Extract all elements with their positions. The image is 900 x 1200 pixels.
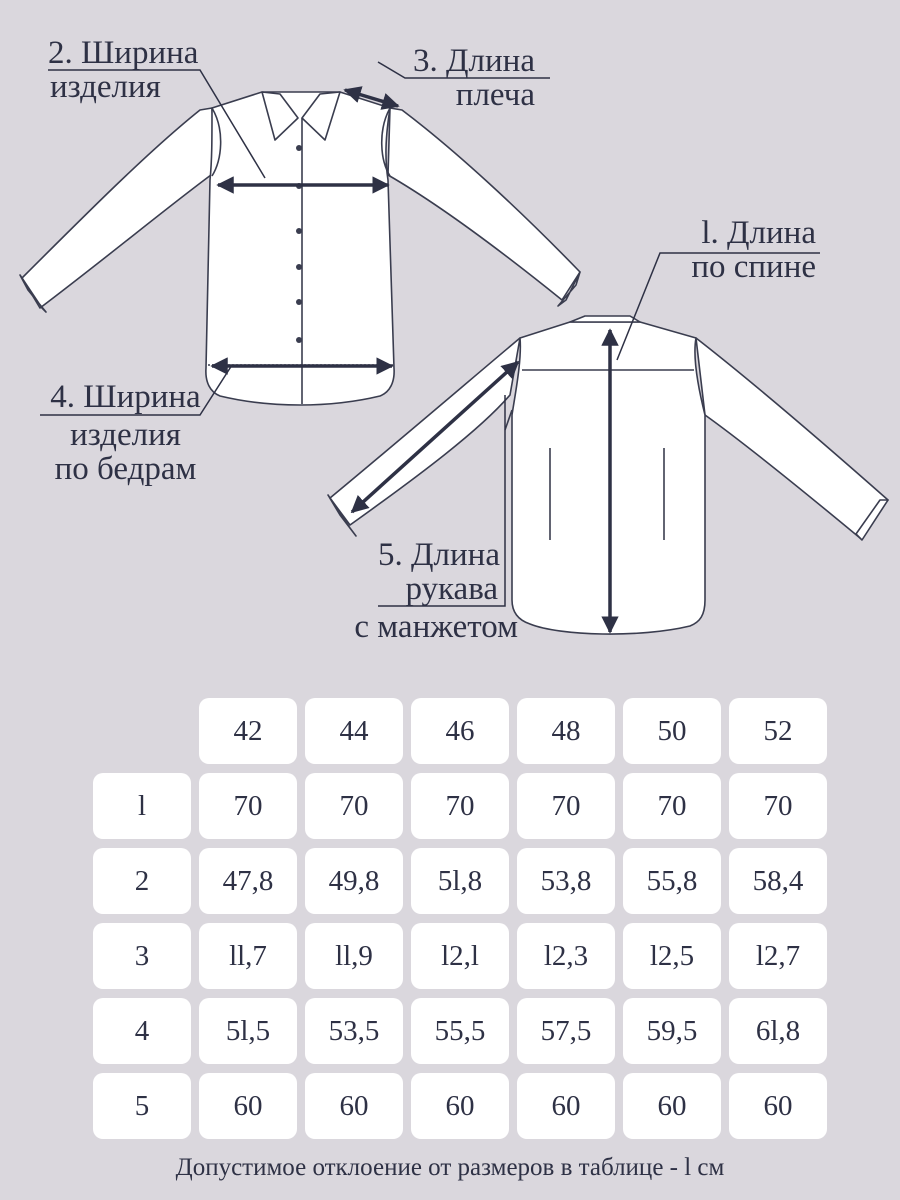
label-m2-line1: 2. Ширина	[48, 35, 199, 71]
front-body	[206, 92, 394, 405]
row-label-2: 2	[93, 848, 191, 914]
header-size-46: 46	[411, 698, 509, 764]
header-size-50: 50	[623, 698, 721, 764]
back-right-sleeve	[696, 338, 888, 538]
table-cell: 70	[623, 773, 721, 839]
table-cell: l2,5	[623, 923, 721, 989]
row-label-5: 5	[93, 1073, 191, 1139]
label-m5-line3: с манжетом	[354, 609, 518, 645]
table-cell: 55,8	[623, 848, 721, 914]
label-m5-line2: рукава	[405, 571, 498, 607]
table-cell: 57,5	[517, 998, 615, 1064]
label-m3-line1: 3. Длина	[413, 43, 535, 79]
back-collar	[570, 316, 640, 322]
label-m2	[48, 36, 198, 104]
table-cell: 59,5	[623, 998, 721, 1064]
row-label-1: l	[93, 773, 191, 839]
table-cell: 70	[729, 773, 827, 839]
label-m3	[405, 44, 535, 112]
table-cell: 60	[199, 1073, 297, 1139]
header-size-42: 42	[199, 698, 297, 764]
row-label-3: 3	[93, 923, 191, 989]
table-cell: 55,5	[411, 998, 509, 1064]
label-m1-line2: по спине	[691, 249, 816, 285]
label-m5	[318, 538, 518, 644]
table-cell: 60	[729, 1073, 827, 1139]
header-size-48: 48	[517, 698, 615, 764]
label-m4	[38, 380, 213, 486]
table-cell: 5l,5	[199, 998, 297, 1064]
label-m3-line2: плеча	[455, 77, 535, 113]
table-cell: ll,9	[305, 923, 403, 989]
table-cell: 60	[517, 1073, 615, 1139]
table-cell: 60	[411, 1073, 509, 1139]
table-cell: 5l,8	[411, 848, 509, 914]
table-cell: 70	[199, 773, 297, 839]
table-cell: 60	[623, 1073, 721, 1139]
table-cell: 53,8	[517, 848, 615, 914]
table-cell: l2,3	[517, 923, 615, 989]
label-m4-line2: изделия	[70, 417, 181, 453]
label-m1	[668, 216, 816, 284]
front-right-sleeve	[388, 108, 580, 300]
front-left-sleeve	[22, 108, 215, 308]
label-m1-line1: l. Длина	[701, 215, 816, 251]
label-m4-line1: 4. Ширина	[50, 379, 201, 415]
table-cell: 70	[305, 773, 403, 839]
row-label-4: 4	[93, 998, 191, 1064]
tolerance-footnote: Допустимое отклоение от размеров в таблице - l см	[175, 1154, 725, 1181]
table-cell: l2,l	[411, 923, 509, 989]
table-cell: 70	[517, 773, 615, 839]
table-cell: 60	[305, 1073, 403, 1139]
table-cell: 6l,8	[729, 998, 827, 1064]
table-cell: 53,5	[305, 998, 403, 1064]
table-cell: 70	[411, 773, 509, 839]
label-m4-line3: по бедрам	[54, 451, 197, 487]
table-cell: 47,8	[199, 848, 297, 914]
table-cell: l2,7	[729, 923, 827, 989]
label-m5-line1: 5. Длина	[378, 537, 500, 573]
table-cell: ll,7	[199, 923, 297, 989]
label-m2-line2: изделия	[50, 69, 161, 105]
table-cell: 58,4	[729, 848, 827, 914]
header-size-52: 52	[729, 698, 827, 764]
header-size-44: 44	[305, 698, 403, 764]
table-cell: 49,8	[305, 848, 403, 914]
